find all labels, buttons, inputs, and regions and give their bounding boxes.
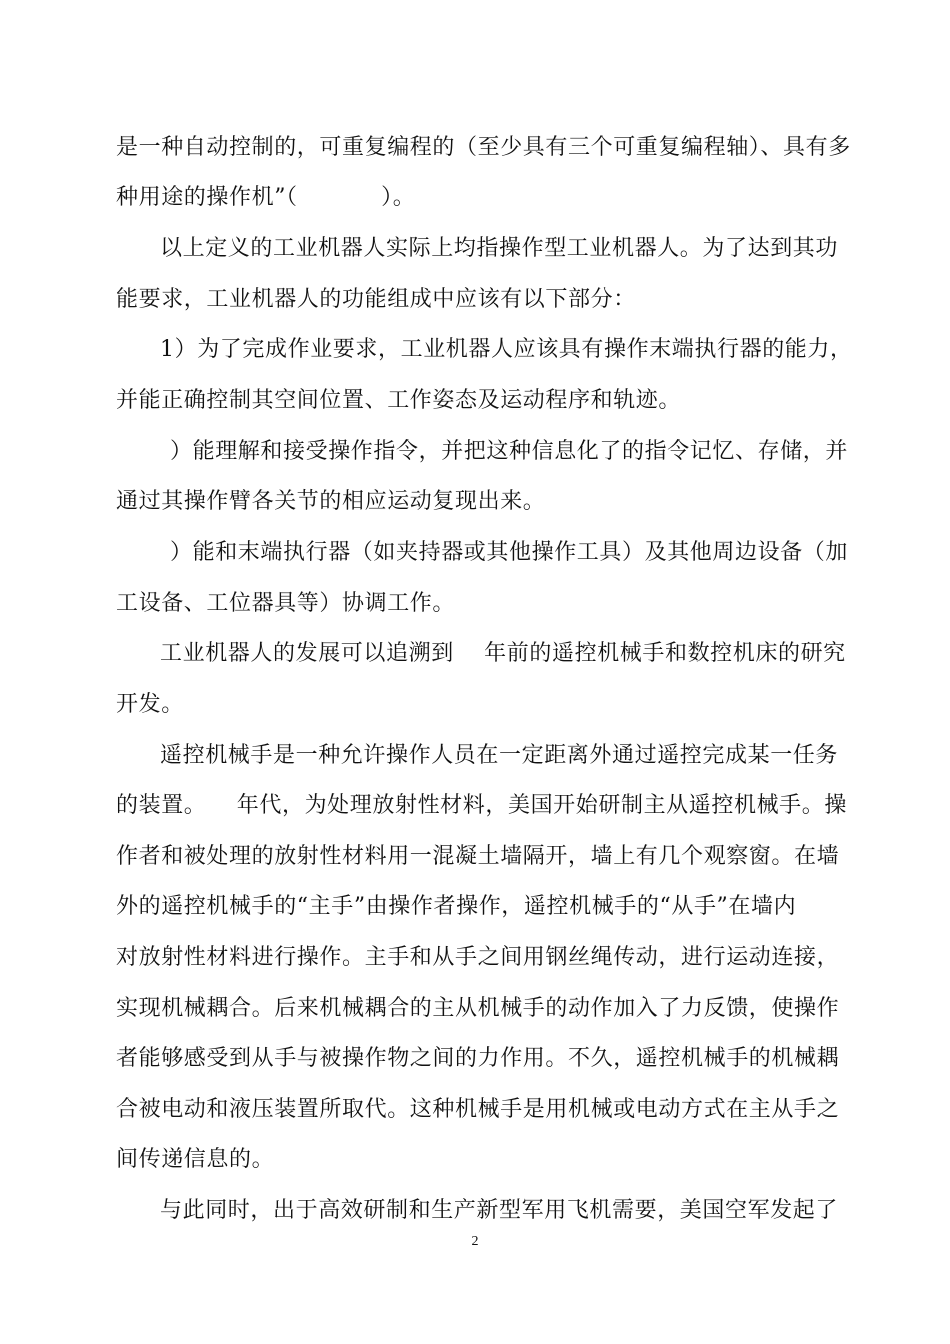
text-line: 者能够感受到从手与被操作物之间的力作用。不久，遥控机械手的机械耦 — [116, 1046, 840, 1071]
text-line: 以上定义的工业机器人实际上均指操作型工业机器人。为了达到其功 — [160, 236, 839, 261]
text-line: ）能和末端执行器（如夹持器或其他操作工具）及其他周边设备（加 — [170, 540, 849, 565]
text-line: 实现机械耦合。后来机械耦合的主从机械手的动作加入了力反馈，使操作 — [116, 996, 840, 1021]
text-line: 工业机器人的发展可以追溯到 年前的遥控机械手和数控机床的研究 — [160, 641, 846, 666]
text-line: 开发。 — [116, 692, 184, 717]
text-line: ）能理解和接受操作指令，并把这种信息化了的指令记忆、存储，并 — [170, 439, 849, 464]
text-line: 与此同时，出于高效研制和生产新型军用飞机需要，美国空军发起了 — [160, 1198, 839, 1223]
text-line: 合被电动和液压装置所取代。这种机械手是用机械或电动方式在主从手之 — [116, 1097, 840, 1122]
text-line: 并能正确控制其空间位置、工作姿态及运动程序和轨迹。 — [116, 388, 682, 413]
text-line: 外的遥控机械手的“主手”由操作者操作，遥控机械手的“从手”在墙内 — [116, 894, 797, 919]
text-line: 作者和被处理的放射性材料用一混凝土墙隔开，墙上有几个观察窗。在墙 — [116, 844, 840, 869]
text-line: 是一种自动控制的，可重复编程的（至少具有三个可重复编程轴）、具有多 — [116, 135, 851, 160]
text-line: 对放射性材料进行操作。主手和从手之间用钢丝绳传动，进行运动连接， — [116, 945, 840, 970]
page-number: 2 — [471, 1234, 479, 1249]
text-line: 遥控机械手是一种允许操作人员在一定距离外通过遥控完成某一任务 — [160, 743, 839, 768]
text-line: 1）为了完成作业要求，工业机器人应该具有操作末端执行器的能力， — [160, 337, 853, 362]
text-line: 通过其操作臂各关节的相应运动复现出来。 — [116, 489, 546, 514]
text-line: 能要求，工业机器人的功能组成中应该有以下部分： — [116, 287, 636, 312]
text-line: 种用途的操作机”（ ）。 — [116, 185, 416, 210]
text-line: 的装置。 年代，为处理放射性材料，美国开始研制主从遥控机械手。操 — [116, 793, 847, 818]
text-line: 间传递信息的。 — [116, 1147, 275, 1172]
text-line: 工设备、工位器具等）协调工作。 — [116, 591, 456, 616]
